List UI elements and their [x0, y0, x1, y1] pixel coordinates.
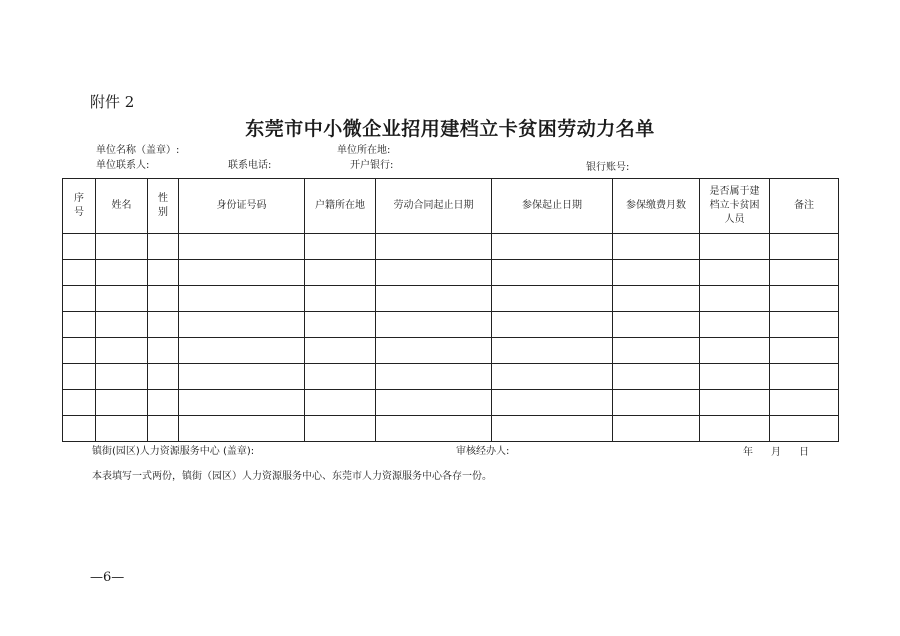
- table-cell[interactable]: [63, 390, 96, 416]
- table-cell[interactable]: [305, 260, 376, 286]
- table-cell[interactable]: [179, 312, 305, 338]
- table-cell[interactable]: [770, 234, 839, 260]
- table-cell[interactable]: [148, 260, 179, 286]
- bank-label: 开户银行:: [350, 160, 394, 171]
- table-cell[interactable]: [148, 364, 179, 390]
- table-cell[interactable]: [63, 260, 96, 286]
- header-row: [63, 179, 839, 234]
- table-cell[interactable]: [700, 338, 770, 364]
- header-insurance-months: 参保缴费月数: [613, 179, 700, 234]
- table-row: [63, 312, 839, 338]
- table-cell[interactable]: [305, 416, 376, 442]
- roster-body: [63, 234, 839, 442]
- table-cell[interactable]: [492, 312, 613, 338]
- table-cell[interactable]: [179, 416, 305, 442]
- table-cell[interactable]: [770, 286, 839, 312]
- table-cell[interactable]: [305, 234, 376, 260]
- table-cell[interactable]: [305, 338, 376, 364]
- table-row: [63, 260, 839, 286]
- table-cell[interactable]: [492, 260, 613, 286]
- header-name: 姓名: [96, 179, 148, 234]
- table-cell[interactable]: [376, 364, 492, 390]
- table-cell[interactable]: [700, 260, 770, 286]
- header-poverty-status: 是否属于建档立卡贫困人员: [700, 179, 770, 234]
- header-gender: 性别: [148, 179, 179, 234]
- table-cell[interactable]: [305, 312, 376, 338]
- table-cell[interactable]: [63, 234, 96, 260]
- attachment-label: 附件 2: [90, 93, 135, 111]
- table-cell[interactable]: [305, 390, 376, 416]
- table-cell[interactable]: [148, 234, 179, 260]
- table-cell[interactable]: [770, 312, 839, 338]
- unit-address-label: 单位所在地:: [337, 145, 391, 156]
- header-contract-dates: 劳动合同起止日期: [376, 179, 492, 234]
- table-cell[interactable]: [700, 286, 770, 312]
- table-row: [63, 416, 839, 442]
- table-cell[interactable]: [376, 390, 492, 416]
- phone-label: 联系电话:: [228, 160, 272, 171]
- center-stamp-label: 镇街(园区)人力资源服务中心 (盖章):: [92, 446, 255, 457]
- table-cell[interactable]: [700, 234, 770, 260]
- table-cell[interactable]: [700, 390, 770, 416]
- table-cell[interactable]: [96, 312, 148, 338]
- table-cell[interactable]: [613, 234, 700, 260]
- table-cell[interactable]: [492, 286, 613, 312]
- reviewer-label: 审核经办人:: [456, 446, 510, 457]
- table-cell[interactable]: [179, 260, 305, 286]
- table-cell[interactable]: [613, 338, 700, 364]
- footnote: 本表填写一式两份，镇街（园区）人力资源服务中心、东莞市人力资源服务中心各存一份。: [92, 471, 492, 482]
- table-cell[interactable]: [613, 364, 700, 390]
- table-cell[interactable]: [700, 312, 770, 338]
- month-label: 月: [771, 447, 781, 458]
- table-cell[interactable]: [305, 364, 376, 390]
- header-insurance-dates: 参保起止日期: [492, 179, 613, 234]
- table-cell[interactable]: [770, 338, 839, 364]
- table-cell[interactable]: [376, 338, 492, 364]
- table-cell[interactable]: [63, 338, 96, 364]
- table-cell[interactable]: [376, 286, 492, 312]
- table-cell[interactable]: [179, 286, 305, 312]
- year-label: 年: [743, 447, 753, 458]
- table-cell[interactable]: [96, 364, 148, 390]
- table-row: [63, 338, 839, 364]
- table-cell[interactable]: [376, 312, 492, 338]
- table-cell[interactable]: [96, 338, 148, 364]
- form-title: 东莞市中小微企业招用建档立卡贫困劳动力名单: [245, 118, 655, 140]
- table-cell[interactable]: [179, 234, 305, 260]
- table-cell[interactable]: [770, 390, 839, 416]
- table-cell[interactable]: [613, 286, 700, 312]
- table-cell[interactable]: [96, 416, 148, 442]
- table-cell[interactable]: [63, 416, 96, 442]
- table-cell[interactable]: [96, 390, 148, 416]
- table-cell[interactable]: [492, 234, 613, 260]
- table-row: [63, 390, 839, 416]
- table-cell[interactable]: [770, 364, 839, 390]
- header-index: 序号: [63, 179, 96, 234]
- table-cell[interactable]: [376, 260, 492, 286]
- table-row: [63, 286, 839, 312]
- table-cell[interactable]: [700, 364, 770, 390]
- table-cell[interactable]: [700, 416, 770, 442]
- table-cell[interactable]: [63, 286, 96, 312]
- table-cell[interactable]: [148, 390, 179, 416]
- table-cell[interactable]: [179, 390, 305, 416]
- table-cell[interactable]: [96, 234, 148, 260]
- table-cell[interactable]: [148, 416, 179, 442]
- table-cell[interactable]: [63, 312, 96, 338]
- table-cell[interactable]: [613, 312, 700, 338]
- table-cell[interactable]: [305, 286, 376, 312]
- table-cell[interactable]: [613, 390, 700, 416]
- table-row: [63, 234, 839, 260]
- table-cell[interactable]: [770, 416, 839, 442]
- table-cell[interactable]: [770, 260, 839, 286]
- account-label: 银行账号:: [586, 162, 630, 173]
- header-household: 户籍所在地: [305, 179, 376, 234]
- table-cell[interactable]: [179, 364, 305, 390]
- header-id-number: 身份证号码: [179, 179, 305, 234]
- table-cell[interactable]: [179, 338, 305, 364]
- roster-table: [62, 178, 839, 442]
- table-cell[interactable]: [148, 312, 179, 338]
- table-cell[interactable]: [148, 286, 179, 312]
- table-cell[interactable]: [96, 260, 148, 286]
- table-cell[interactable]: [376, 416, 492, 442]
- table-cell[interactable]: [613, 260, 700, 286]
- page-number: —6—: [90, 570, 125, 585]
- unit-contact-label: 单位联系人:: [96, 160, 150, 171]
- table-cell[interactable]: [96, 286, 148, 312]
- table-cell[interactable]: [376, 234, 492, 260]
- table-cell[interactable]: [492, 416, 613, 442]
- table-cell[interactable]: [492, 364, 613, 390]
- table-row: [63, 364, 839, 390]
- table-cell[interactable]: [63, 364, 96, 390]
- table-cell[interactable]: [613, 416, 700, 442]
- table-cell[interactable]: [492, 390, 613, 416]
- unit-name-label: 单位名称（盖章）:: [96, 145, 180, 156]
- day-label: 日: [799, 447, 809, 458]
- table-cell[interactable]: [492, 338, 613, 364]
- header-remarks: 备注: [770, 179, 839, 234]
- table-cell[interactable]: [148, 338, 179, 364]
